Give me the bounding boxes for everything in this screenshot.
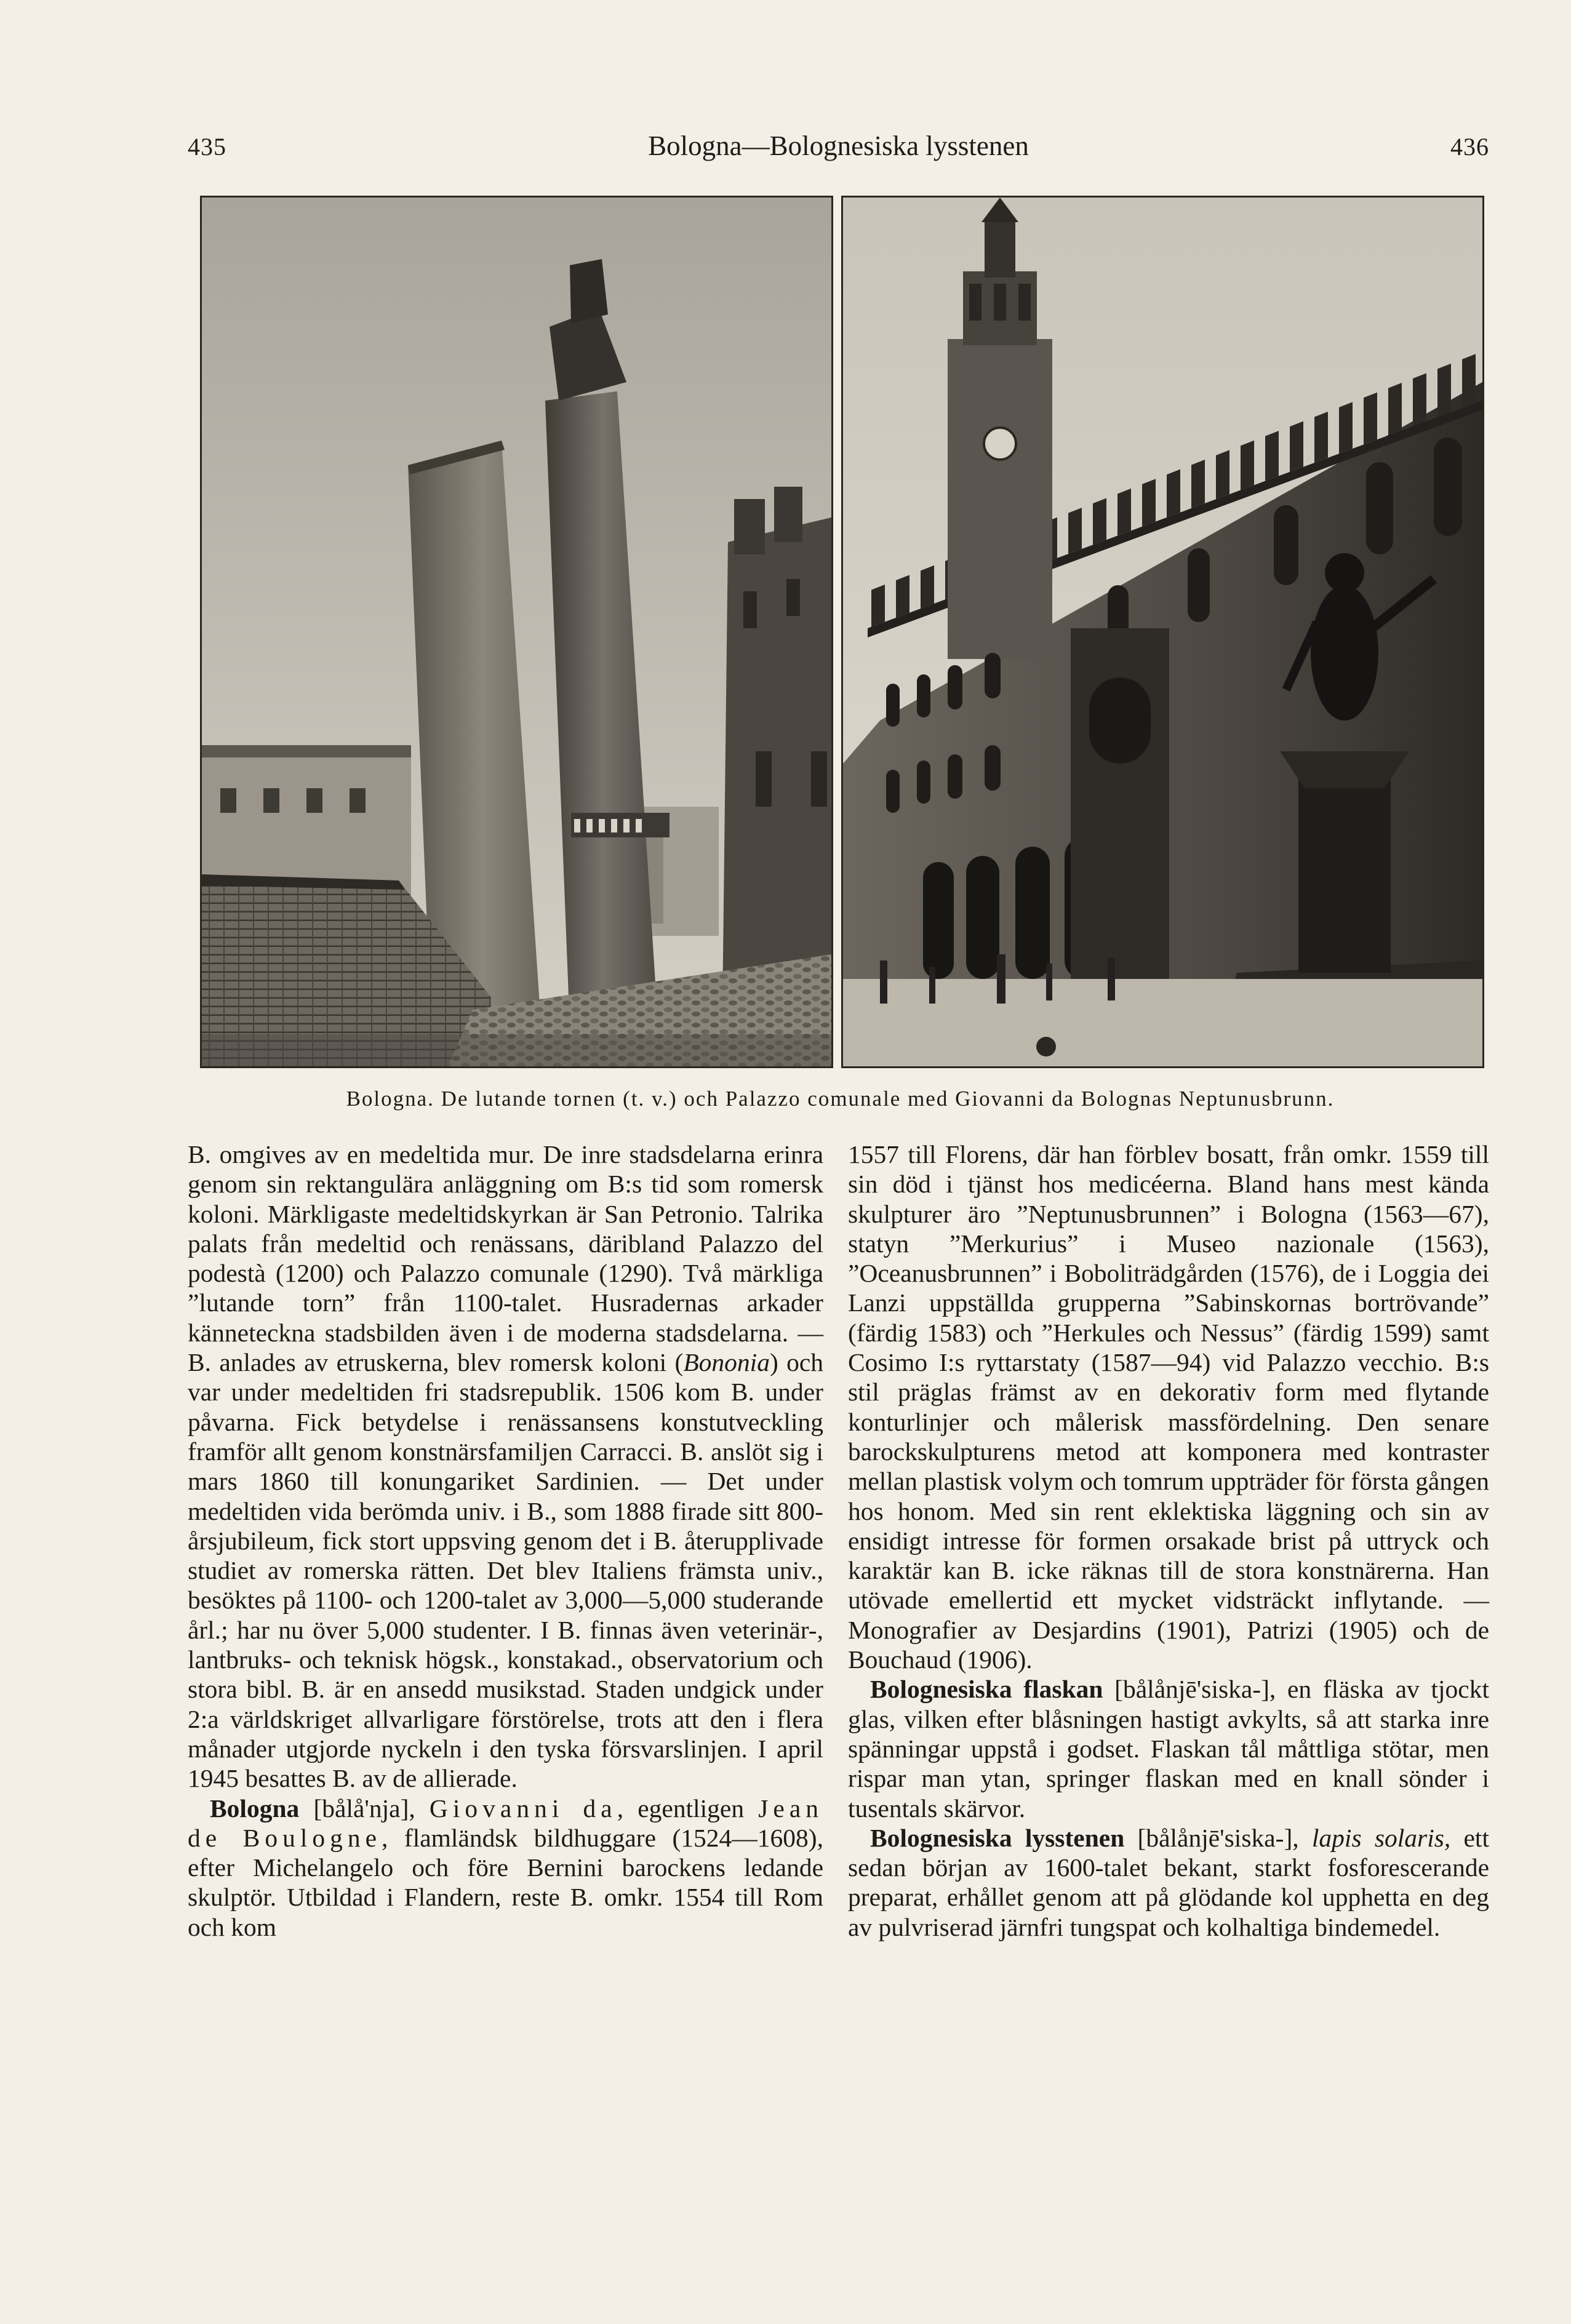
text-column-right (848, 1140, 1489, 1942)
page-number-left: 435 (188, 133, 226, 161)
entry-text-part: , egentligen (617, 1794, 759, 1823)
entry-text-giovanni: , flamländsk bildhuggare (1524—1608), efter Michelangelo och före Bernini barockens ledande skulptör. Utbildad i Flandern, reste B. omkr. 1554 till Rom och kom (188, 1823, 823, 1941)
photo-palazzo-comunale (841, 196, 1484, 1068)
entry-headword-lysstenen: Bolognesiska lysstenen (870, 1823, 1125, 1852)
entry-text-lysstenen: ett sedan början av 1600-talet bekant, starkt fosforescerande preparat, erhållet genom att på glödande kol upphetta en deg av pulvriserad järnfri tungspat och kolhaltiga bindemedel. (848, 1823, 1489, 1941)
entry-headword-bologna: Bologna (210, 1794, 300, 1823)
entry-giovanni-continued (848, 1140, 1489, 1674)
text-column-left (188, 1140, 823, 1942)
name-giovanni-da: Giovanni da (429, 1794, 617, 1823)
giovanni-continued-text: 1557 till Florens, där han förblev bosatt, från omkr. 1559 till sin död i tjänst hos medicéerna. Bland hans mest kända skulpturer äro ”Neptunusbrunnen” i Bologna (1563—67), statyn ”Merkurius” i Museo nazionale (1563), ”Oceanusbrunnen” i Boboliträdgården (1576), de i Loggia dei Lanzi uppställda grupperna ”Sabinskornas bortrövande” (färdig 1583) och ”Herkules och Nessus” (färdig 1599) samt Cosimo I:s ryttarstaty (1587—94) vid Palazzo vecchio. B:s stil präglas främst av en dekorativ form med flytande konturlinjer och målerisk massfördelning. Den senare barockskulpturens metod att komponera med kontraster mellan plastisk volym och tomrum uppträder för första gången hos honom. Med sin rent eklektiska läggning och sin av ensidigt intresse för formen orsakade brist på uttryck och karaktär kan B. icke räknas till de stora konstnärerna. Han utövade emellertid ett mycket vidsträckt inflytande. — Monografier av Desjardins (1901), Patrizi (1905) och de Bouchaud (1906). (848, 1140, 1489, 1674)
bononia-term: Bononia (683, 1348, 770, 1377)
paragraph-bologna-city (188, 1140, 823, 1794)
leaning-towers-illustration (202, 198, 831, 1066)
bologna-city-text-cont: ) och var under medeltiden fri stadsrepublik. 1506 kom B. under påvarna. Fick betydelse i renässansens konstutveckling framför allt genom konstnärsfamiljen Carracci. B. anslöt sig i mars 1860 till konungariket Sardinien. — Det under medeltiden vida berömda univ. i B., som 1888 firade sitt 800-årsjubileum, fick stort uppsving genom det i B. återupplivade studiet av romerska rätten. Det blev Italiens främsta univ., besöktes på 1100- och 1200-talet av 3,000—5,000 studerande årl.; har nu över 5,000 studenter. I B. finnas även veterinär-, lantbruks- och teknisk högsk., konstakad., observatorium och stora bibl. B. är en ansedd musikstad. Staden undgick under 2:a världskriget allvarligare förstörelse, trots att den i flera månader utgjorde nyckeln i den tyska försvarslinjen. I april 1945 besattes B. av de allierade. (188, 1348, 823, 1793)
palazzo-neptune-illustration (843, 198, 1482, 1066)
lapis-solaris-term: lapis solaris, (1311, 1823, 1451, 1852)
entry-text-flaskan: [bålånjē'siska-], en fläska av tjockt glas, vilken efter blåsningen hastigt avkylts, så att starka inre spänningar uppstå i godset. Flaskan tål måttliga stötar, men rispar man ytan, springer flaskan med en knall sönder i tusentals skärvor. (848, 1675, 1489, 1823)
entry-bolognesiska-flaskan (848, 1674, 1489, 1823)
figure-caption: Bologna. De lutande tornen (t. v.) och Palazzo comunale med Giovanni da Bolognas Neptunusbrunn. (346, 1087, 1335, 1111)
entry-bolognesiska-lysstenen (848, 1823, 1489, 1942)
name-jean-de-boulogne: Jean de Boulogne (188, 1794, 823, 1852)
photo-leaning-towers (200, 196, 833, 1068)
entry-giovanni-da-bologna (188, 1794, 823, 1942)
entry-headword-flaskan: Bolognesiska flaskan (870, 1675, 1103, 1704)
running-title: Bologna—Bolognesiska lysstenen (648, 130, 1029, 161)
pronunciation-bologna: [bålå'nja], (299, 1794, 430, 1823)
page-number-right: 436 (1450, 133, 1489, 161)
pronunciation-lysstenen: [bålånjē'siska-], (1124, 1823, 1312, 1852)
running-header (188, 132, 1489, 175)
bologna-city-text: B. omgives av en medeltida mur. De inre stadsdelarna erinra genom sin rektangulära anläggning om B:s tid som romersk koloni. Märkligaste medeltidskyrkan är San Petronio. Talrika palats från medeltid och renässans, däribland Palazzo del podestà (1200) och Palazzo comunale (1290). Två märkliga ”lutande torn” från 1100-talet. Husradernas arkader känneteckna stadsbilden även i de moderna stadsdelarna. — B. anlades av etruskerna, blev romersk koloni ( (188, 1140, 823, 1377)
